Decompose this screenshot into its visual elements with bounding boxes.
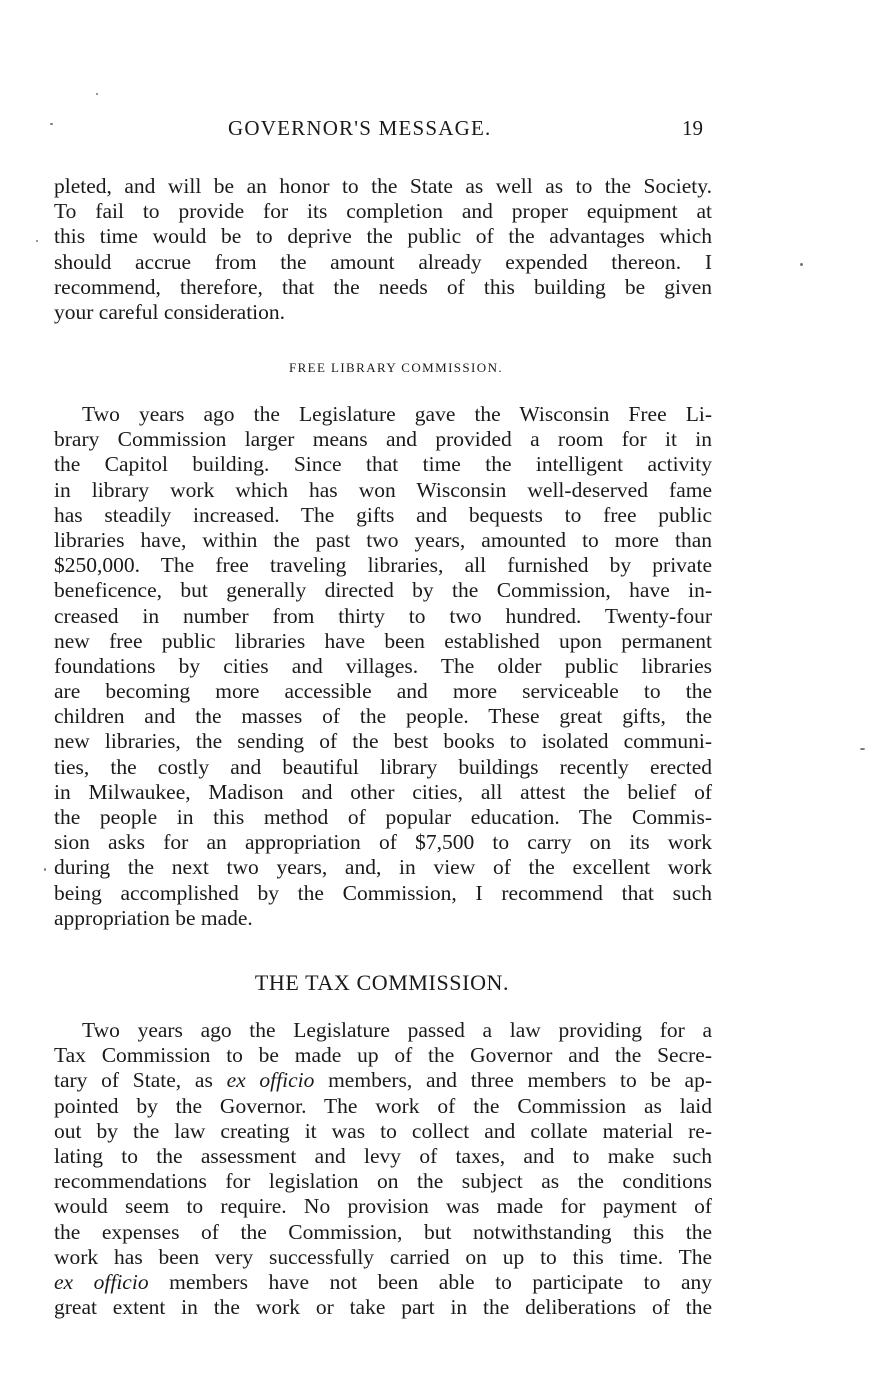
section-heading-library: FREE LIBRARY COMMISSION. [288,360,504,375]
text-line: this time would be to deprive the public of the advantages which [54,224,712,249]
text-line: would seem to require. No provision was made for payment of [54,1194,712,1219]
text-line: lating to the assessment and levy of taxes, and to make such [54,1143,712,1168]
text-line: are becoming more accessible and more serviceable to the [54,679,712,704]
tax-paragraph [54,1018,712,1320]
text-line: the Capitol building. Since that time the intelligent activity [54,452,712,477]
text-line: To fail to provide for its completion and proper equipment at [54,199,712,224]
text-line: out by the law creating it was to collect and collate material re- [54,1118,712,1143]
text-line italic-line: tary of State, as ex officio members, and three members to be ap- [54,1068,712,1093]
text-line: great extent in the work or take part in the deliberations of the [54,1295,712,1320]
text-line italic-line: ex officio members have not been able to participate to any [54,1269,712,1294]
text-line: recommend, therefore, that the needs of this building be given [54,274,712,299]
latin-phrase: ex officio [54,1269,149,1294]
text-line: has steadily increased. The gifts and bequests to free public [54,502,712,527]
text-line: $250,000. The free traveling libraries, all furnished by private [54,553,712,578]
text-line: the people in this method of popular education. The Commis- [54,805,712,829]
text-line: being accomplished by the Commission, I recommend that such [54,880,712,905]
text-line: Two years ago the Legislature gave the Wisconsin Free Li- [82,402,712,426]
text-line: new libraries, the sending of the best books to isolated communi- [54,729,712,754]
scan-speck [36,240,38,242]
scan-speck [800,263,803,266]
latin-phrase: ex officio [226,1068,315,1093]
text-line: work has been very successfully carried on up to this time. The [54,1244,712,1269]
text-line: Two years ago the Legislature passed a law providing for a [82,1018,712,1042]
text-line: foundations by cities and villages. The older public libraries [54,653,712,678]
text-line: creased in number from thirty to two hundred. Twenty-four [54,603,712,628]
scan-speck [96,93,98,95]
text-line: brary Commission larger means and provided a room for it in [54,427,712,452]
text-line: beneficence, but generally directed by the Commission, have in- [54,578,712,603]
text-line: sion asks for an appropriation of $7,500 to carry on its work [54,830,712,855]
text-line: children and the masses of the people. These great gifts, the [54,704,712,729]
continued-paragraph [54,174,712,325]
scan-speck [50,123,53,125]
text-line: ties, the costly and beautiful library buildings recently erected [54,754,712,779]
text-line: your careful consideration. [54,299,286,324]
running-header [0,116,872,146]
text-line: pleted, and will be an honor to the State as well as to the Society. [54,174,712,198]
text-line: in Milwaukee, Madison and other cities, all attest the belief of [54,779,712,804]
text-line: should accrue from the amount already expended thereon. I [54,249,712,274]
section-heading-tax: THE TAX COMMISSION. [254,970,510,995]
text-line: appropriation be made. [54,905,253,930]
text-line: the expenses of the Commission, but notwithstanding this the [54,1219,712,1244]
scan-speck [860,748,865,750]
text-line: new free public libraries have been established upon permanent [54,628,712,653]
text-line: Tax Commission to be made up of the Governor and the Secre- [54,1043,712,1068]
page-number: 19 [682,116,703,140]
text-line: libraries have, within the past two years, amounted to more than [54,527,712,552]
text-line: pointed by the Governor. The work of the Commission as laid [54,1093,712,1118]
text-line: recommendations for legislation on the subject as the conditions [54,1169,712,1194]
running-title: GOVERNOR'S MESSAGE. [228,116,492,140]
scan-speck [44,868,46,871]
text-line: in library work which has won Wisconsin well-deserved fame [54,477,712,502]
text-line: during the next two years, and, in view of the excellent work [54,855,712,880]
library-paragraph [54,402,712,931]
